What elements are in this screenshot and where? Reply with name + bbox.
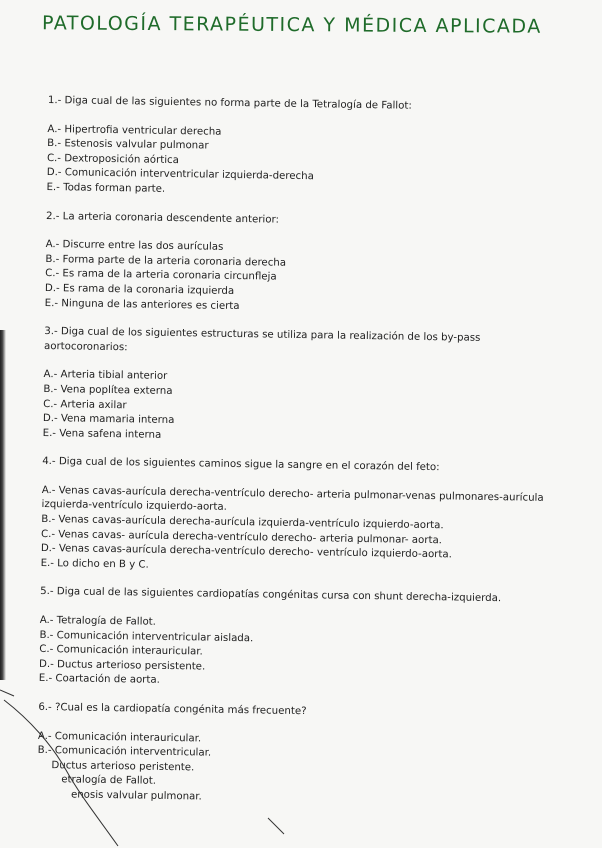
option: B.- Estenosis valvular pulmonar <box>47 138 209 152</box>
option: C.- Venas cavas- aurícula derecha-ventrículo derecho- arteria pulmonar- aorta. <box>40 528 443 546</box>
option: etralogía de Fallot. <box>61 774 157 788</box>
option: E.- Lo dicho en B y C. <box>40 557 149 571</box>
option: C.- Arteria axilar <box>43 398 127 411</box>
option: B.- Venas cavas-aurícula derecha-aurícula izquierda-ventrículo izquierdo-aorta. <box>41 514 444 532</box>
option: D.- Comunicación interventricular izquierda-derecha <box>46 167 314 183</box>
question-5-text: 5.- Diga cual de las siguientes cardiopatías congénitas cursa con shunt derecha-izquierda. <box>40 586 502 605</box>
option: D.- Vena mamaria interna <box>42 413 175 427</box>
option: A.- Tetralogía de Fallot. <box>39 614 157 628</box>
question-6-text: 6.- ?Cual es la cardiopatía congénita más frecuente? <box>38 701 307 718</box>
pen-stroke <box>268 818 284 834</box>
pen-stroke <box>0 690 14 696</box>
option: A.- Discurre entre las dos aurículas <box>45 239 224 253</box>
option: B.- Comunicación interventricular aislada. <box>39 629 254 644</box>
option: E.- Vena safena interna <box>42 427 162 441</box>
pen-stroke <box>4 700 118 846</box>
option: A.- Comunicación interauricular. <box>37 730 202 745</box>
option: C.- Dextroposición aórtica <box>46 152 180 166</box>
option: B.- Forma parte de la arteria coronaria derecha <box>45 253 287 269</box>
option: A.- Hipertrofia ventricular derecha <box>47 123 222 138</box>
option: B.- Vena poplítea externa <box>43 383 173 397</box>
question-1-text: 1.- Diga cual de las siguientes no forma parte de la Tetralogía de Fallot: <box>47 94 412 112</box>
option: E.- Todas forman parte. <box>46 181 166 195</box>
option: D.- Ductus arterioso persistente. <box>38 658 206 673</box>
option: E.- Coartación de aorta. <box>38 673 160 687</box>
option: A.- Venas cavas-aurícula derecha-ventrículo derecho- arteria pulmonar-venas pulmonares-aurícula izquierda-ventrículo izquierdo-aorta. <box>41 484 544 514</box>
option: Ductus arterioso peristente. <box>51 759 195 774</box>
question-4-text: 4.- Diga cual de los siguientes caminos sigue la sangre en el corazón del feto: <box>42 456 440 474</box>
option: D.- Venas cavas-aurícula derecha-ventrículo derecho- ventrículo izquierdo-aorta. <box>40 543 452 561</box>
option: E.- Ninguna de las anteriores es cierta <box>44 297 240 312</box>
question-2-text: 2.- La arteria coronaria descendente anterior: <box>45 210 280 226</box>
page-title: PATOLOGÍA TERAPÉUTICA Y MÉDICA APLICADA <box>41 12 542 38</box>
option: C.- Comunicación interauricular. <box>39 644 203 658</box>
option: D.- Es rama de la coronaria izquierda <box>44 282 235 297</box>
option: B.- Comunicación interventricular. <box>37 745 212 759</box>
option: A.- Arteria tibial anterior <box>43 369 168 383</box>
question-3-text: 3.- Diga cual de los siguientes estructuras se utiliza para la realización de los by-pass aortocoronarios: <box>43 326 481 354</box>
option: C.- Es rama de la arteria coronaria circunfleja <box>45 268 277 283</box>
option: enosis valvular pulmonar. <box>70 789 202 803</box>
